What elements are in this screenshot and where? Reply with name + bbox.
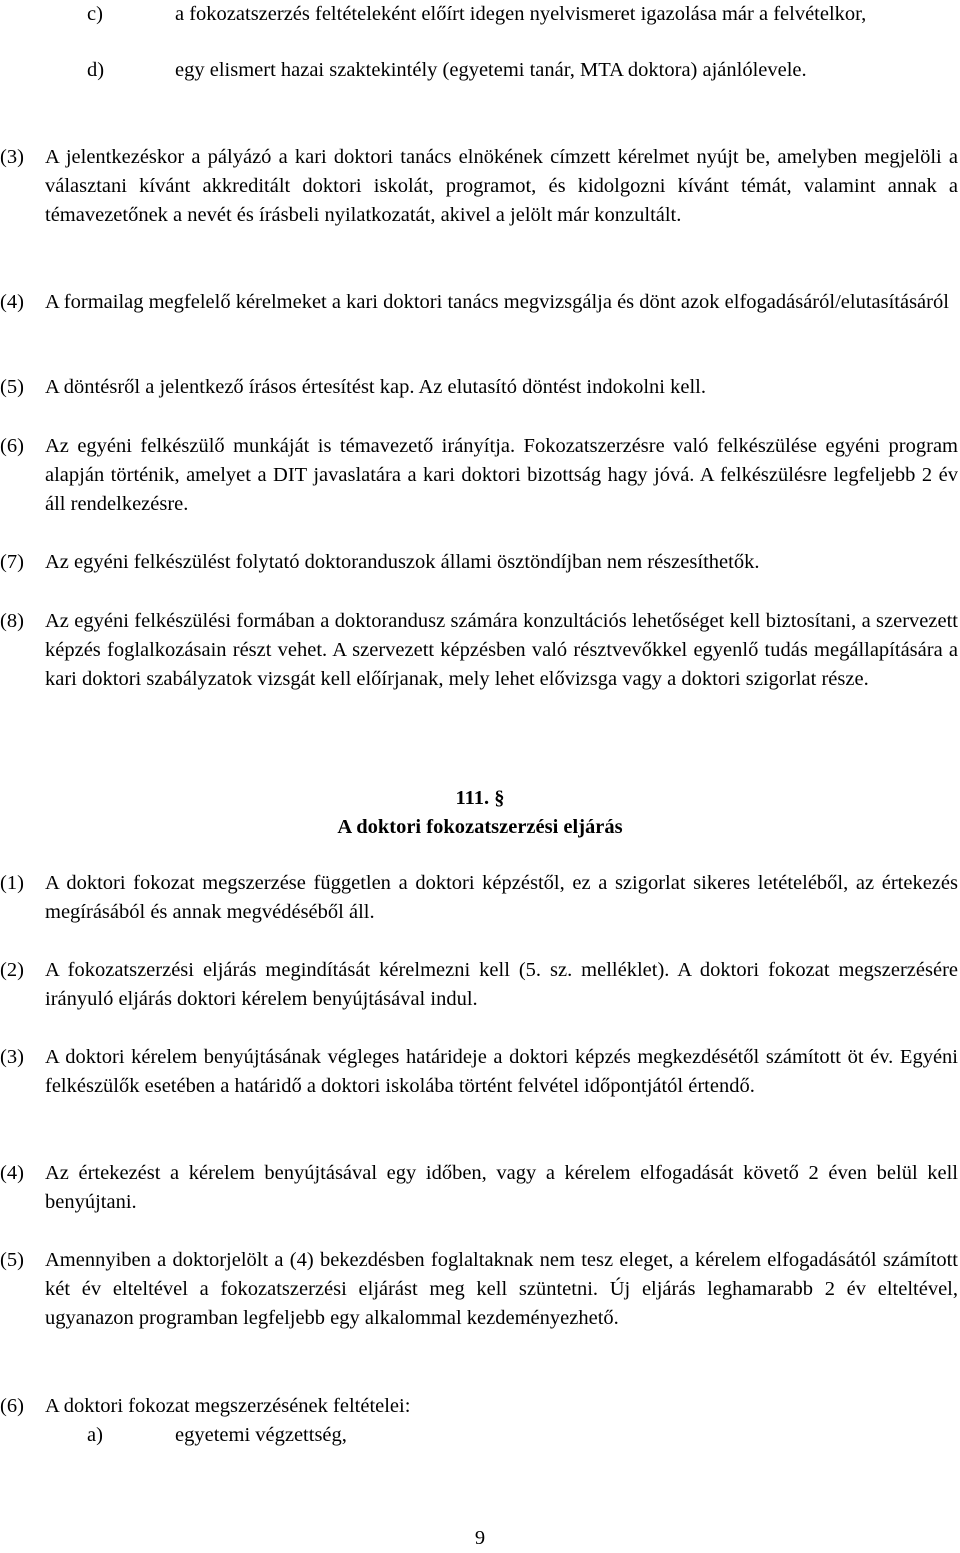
paragraph-text: Az egyéni felkészülő munkáját is témavezető irányítja. Fokozatszerzésre való felkészülése egyéni program alapján történik, amelyet a DIT javaslatára a kari doktori bizottság hagy jóvá. A felkészülésre legfeljebb 2 év áll rendelkezésre.: [45, 435, 958, 515]
paragraph-number: (8): [0, 610, 24, 632]
paragraph-number: (4): [0, 291, 24, 313]
paragraph-text: A jelentkezéskor a pályázó a kari doktori tanács elnökének címzett kérelmet nyújt be, amelyben megjelöli a választani kívánt akkreditált doktori iskolát, programot, és kidolgozni kívánt témát, valamint annak a témavezetőnek a nevét és írásbeli nyilatkozatát, akivel a jelölt már konzultált.: [45, 146, 958, 226]
paragraph-b4: [0, 1159, 958, 1217]
paragraph-7: [0, 548, 958, 577]
paragraph-text: A doktori fokozat megszerzése független a doktori képzéstől, ez a szigorlat sikeres letételéből, az értekezés megírásából és annak megvédéséből áll.: [45, 872, 958, 923]
paragraph-5: [0, 373, 958, 402]
paragraph-number: (7): [0, 551, 24, 573]
paragraph-text: A döntésről a jelentkező írásos értesítést kap. Az elutasító döntést indokolni kell.: [45, 376, 706, 398]
item-label: a): [87, 1424, 103, 1446]
paragraph-b6: [0, 1392, 958, 1421]
item-text-content: egy elismert hazai szaktekintély (egyetemi tanár, MTA doktora) ajánlólevele.: [175, 59, 807, 81]
paragraph-text: Az egyéni felkészülést folytató doktoranduszok állami ösztöndíjban nem részesíthetők.: [45, 551, 760, 573]
item-label: c): [87, 3, 103, 25]
paragraph-3: [0, 143, 958, 230]
paragraph-number: (3): [0, 146, 24, 168]
paragraph-number: (5): [0, 1249, 24, 1271]
paragraph-4: [0, 288, 958, 317]
paragraph-number: (1): [0, 872, 24, 894]
section-number: 111.: [455, 787, 490, 809]
section-mark: §: [494, 787, 505, 809]
list-item-a: [0, 1421, 958, 1450]
paragraph-text: A doktori fokozat megszerzésének feltételei:: [45, 1395, 411, 1417]
paragraph-number: (6): [0, 435, 24, 457]
paragraph-b1: [0, 869, 958, 927]
paragraph-6: [0, 432, 958, 519]
item-label: d): [87, 59, 105, 81]
list-item-d: [0, 56, 958, 85]
section-number-line: [0, 784, 960, 813]
item-text: a fokozatszerzés feltételeként előírt idegen nyelvismeret igazolása már a felvételkor,: [175, 3, 867, 25]
paragraph-number: (5): [0, 376, 24, 398]
paragraph-text: Amennyiben a doktorjelölt a (4) bekezdésben foglaltaknak nem tesz eleget, a kérelem elfogadásától számított két év elteltével a fokozatszerzési eljárást meg kell szüntetni. Új eljárás leghamarabb 2 év elteltével, ugyanazon programban legfeljebb egy alkalommal kezdeményezhető.: [45, 1249, 958, 1329]
paragraph-text: Az értekezést a kérelem benyújtásával egy időben, vagy a kérelem elfogadását követő 2 éven belül kell benyújtani.: [45, 1162, 958, 1213]
paragraph-text: A formailag megfelelő kérelmeket a kari doktori tanács megvizsgálja és dönt azok elfogadásáról/elutasításáról: [45, 291, 949, 313]
paragraph-b3: [0, 1043, 958, 1101]
paragraph-number: (3): [0, 1046, 24, 1068]
page-number: 9: [474, 1527, 486, 1549]
paragraph-text: Az egyéni felkészülési formában a doktorandusz számára konzultációs lehetőséget kell biztosítani, a szervezett képzés foglalkozásain részt vehet. A szervezett képzésben való résztvevőkkel egyenlő tudás megállapítására a kari doktori szabályzatok vizsgát kell előírjanak, mely lehet elővizsga vagy a doktori szigorlat része.: [45, 610, 958, 690]
section-title: A doktori fokozatszerzési eljárás: [337, 816, 623, 838]
paragraph-b5: [0, 1246, 958, 1333]
paragraph-number: (6): [0, 1395, 24, 1417]
paragraph-text: A doktori kérelem benyújtásának végleges határideje a doktori képzés megkezdésétől számított öt év. Egyéni felkészülők esetében a határidő a doktori iskolába történt felvétel időpontjától értendő.: [45, 1046, 958, 1097]
paragraph-number: (4): [0, 1162, 24, 1184]
item-text: egyetemi végzettség,: [175, 1424, 347, 1446]
paragraph-b2: [0, 956, 958, 1014]
item-text: [175, 56, 958, 85]
paragraph-text: A fokozatszerzési eljárás megindítását kérelmezni kell (5. sz. melléklet). A doktori fokozat megszerzésére irányuló eljárás doktori kérelem benyújtásával indul.: [45, 959, 958, 1010]
list-item-c: [0, 0, 958, 29]
paragraph-number: (2): [0, 959, 24, 981]
paragraph-8: [0, 607, 958, 694]
